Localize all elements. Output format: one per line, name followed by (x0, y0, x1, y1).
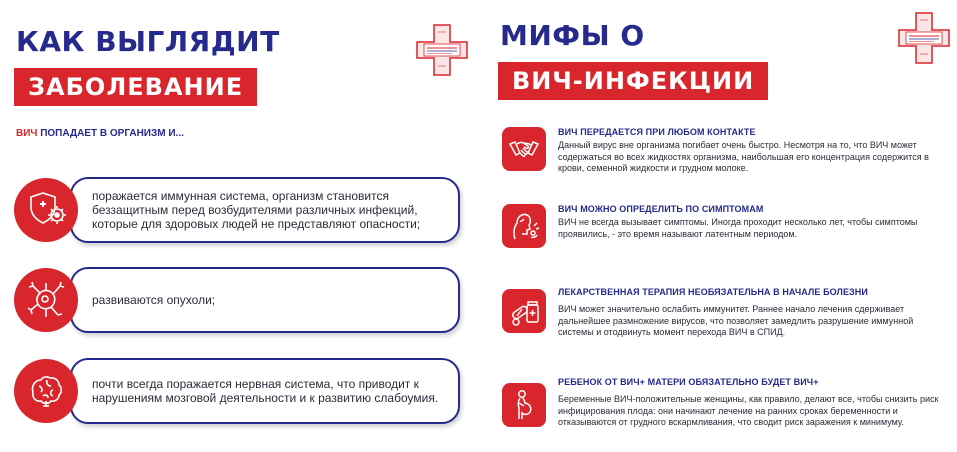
left-title-band: ЗАБОЛЕВАНИЕ (14, 68, 257, 106)
brain-icon (14, 359, 78, 423)
myth-heading: ВИЧ ПЕРЕДАЕТСЯ ПРИ ЛЮБОМ КОНТАКТЕ (558, 127, 756, 137)
left-subtitle (16, 128, 184, 139)
condition-text: поражается иммунная система, организм становится беззащитным перед возбудителями различных инфекций, которые для здоровых людей не представляют опасности; (92, 189, 421, 231)
subtitle-hiv: ВИЧ (16, 128, 38, 139)
clinic-logo-icon (414, 22, 470, 78)
left-title-line1: КАК ВЫГЛЯДИТ (16, 25, 280, 58)
right-title-band: ВИЧ-ИНФЕКЦИИ (498, 62, 768, 100)
left-panel (0, 0, 478, 452)
myth-body: ВИЧ может значительно ослабить иммунитет. Раннее начало лечения сдерживает дальнейшее размножение вирусов, что позволяет замедлить разрушение иммунной системы и отодвинуть момент перехода ВИЧ в СПИД. (558, 304, 914, 337)
clinic-logo-icon (896, 10, 952, 66)
myth-heading: ЛЕКАРСТВЕННАЯ ТЕРАПИЯ НЕОБЯЗАТЕЛЬНА В НАЧАЛЕ БОЛЕЗНИ (558, 287, 868, 297)
myth-heading: РЕБЕНОК ОТ ВИЧ+ МАТЕРИ ОБЯЗАТЕЛЬНО БУДЕТ ВИЧ+ (558, 377, 819, 387)
tumor-cell-icon (14, 268, 78, 332)
myth-item-symptoms (502, 204, 942, 254)
myth-heading: ВИЧ МОЖНО ОПРЕДЕЛИТЬ ПО СИМПТОМАМ (558, 204, 764, 214)
myth-item-therapy (502, 287, 942, 341)
handshake-icon (502, 127, 546, 171)
condition-item-immune (14, 177, 460, 243)
myth-body: Данный вирус вне организма погибает очень быстро. Несмотря на то, что ВИЧ может содержаться во всех жидкостях организма, наибольшая его концентрация содержится в крови, семенной жидкости и грудном молоке. (558, 140, 929, 173)
subtitle-rest: ПОПАДАЕТ В ОРГАНИЗМ И... (37, 128, 184, 139)
condition-item-tumor (14, 267, 460, 333)
myth-item-contact (502, 127, 942, 177)
condition-item-nervous (14, 358, 460, 424)
myth-body: ВИЧ не всегда вызывает симптомы. Иногда проходит несколько лет, чтобы симптомы проявились, - это время называют латентным периодом. (558, 217, 918, 239)
medicine-icon (502, 289, 546, 333)
myth-item-mother (502, 377, 942, 439)
pregnant-woman-icon (502, 383, 546, 427)
condition-text: почти всегда поражается нервная система, что приводит к нарушениям мозговой деятельности и к развитию слабоумия. (92, 377, 439, 405)
shield-virus-icon (14, 178, 78, 242)
sick-person-icon (502, 204, 546, 248)
myth-body: Беременные ВИЧ-положительные женщины, как правило, делают все, чтобы снизить риск инфицирования плода: они начинают лечение на ранних сроках беременности и отказываются от грудного вскармливания, что сводит риск заражения к минимуму. (558, 394, 939, 427)
condition-text: развиваются опухоли; (92, 293, 216, 307)
right-title-line1: МИФЫ О (500, 19, 645, 52)
right-panel (478, 0, 957, 452)
